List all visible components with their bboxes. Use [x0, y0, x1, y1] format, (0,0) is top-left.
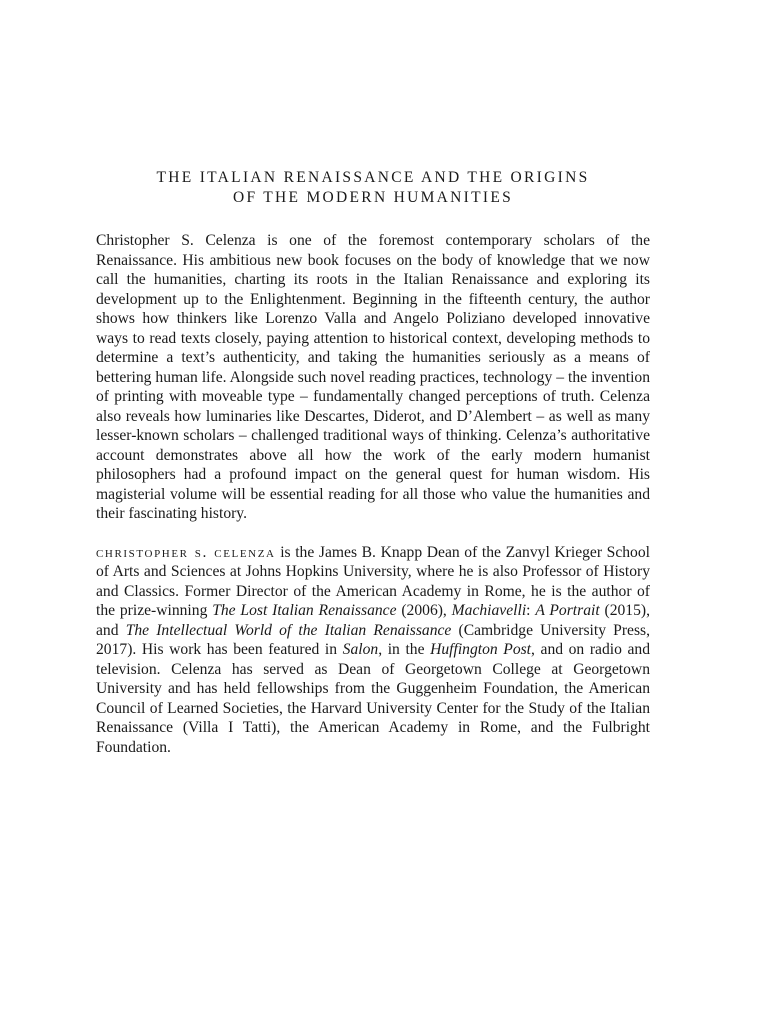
outlet-huffington-post: Huffington Post	[430, 641, 532, 658]
book-title-line-1: THE ITALIAN RENAISSANCE AND THE ORIGINS	[156, 169, 590, 186]
author-bio	[96, 543, 650, 758]
bio-text: , and on radio and television. Celenza has served as Dean of Georgetown College at Georgetown University and has held fellowships from the Guggenheim Foundation, the American Council of Learned Societies, the Harvard University Center for the Study of the Italian Renaissance (Villa I Tatti), the American Academy in Rome, and the Fulbright Foundation.	[96, 641, 651, 756]
book-blurb-page	[96, 168, 650, 757]
outlet-salon: Salon	[342, 641, 379, 658]
book-title-line-2: OF THE MODERN HUMANITIES	[232, 189, 514, 206]
bio-text: (Cambridge University Press, 2017). His work has been featured in	[96, 621, 650, 658]
bio-text: (2006),	[396, 602, 452, 619]
book-description: Christopher S. Celenza is one of the foremost contemporary scholars of the Renaissance. His ambitious new book focuses on the body of knowledge that we now call the humanities, charting its roots in the Italian Renaissance and exploring its development up to the Enlightenment. Beginning in the fifteenth century, the author shows how thinkers like Lorenzo Valla and Angelo Poliziano developed innovative ways to read texts closely, paying attention to historical context, developing methods to determine a text’s authenticity, and taking the humanities seriously as a means of bettering human life. Alongside such novel reading practices, technology – the invention of printing with moveable type – fundamentally changed perceptions of truth. Celenza also reveals how luminaries like Descartes, Diderot, and D’Alembert – as well as many lesser-known scholars – challenged traditional ways of thinking. Celenza’s authoritative account demonstrates above all how the work of the early modern humanist philosophers had a profound impact on the general quest for human wisdom. His magisterial volume will be essential reading for all those who value the humanities and their fascinating history.	[96, 232, 650, 522]
book-title-machiavelli: Machiavelli	[451, 602, 527, 619]
book-title-a-portrait: A Portrait	[535, 602, 600, 619]
author-name: christopher s. celenza	[96, 543, 276, 561]
book-title-intellectual-world: The Intellectual World of the Italian Renaissance	[125, 621, 452, 639]
bio-text: (2015), and	[96, 602, 650, 639]
bio-text: is the James B. Knapp Dean of the Zanvyl Krieger School of Arts and Sciences at Johns Hopkins University, where he is also Professor of History and Classics. Former Director of the American Academy in Rome, he is the author of the prize-winning	[96, 543, 650, 619]
bio-text: , in the	[378, 641, 431, 658]
book-title	[96, 168, 650, 208]
book-title-lost-italian-renaissance: The Lost Italian Renaissance	[212, 602, 397, 619]
bio-text: :	[526, 602, 536, 619]
